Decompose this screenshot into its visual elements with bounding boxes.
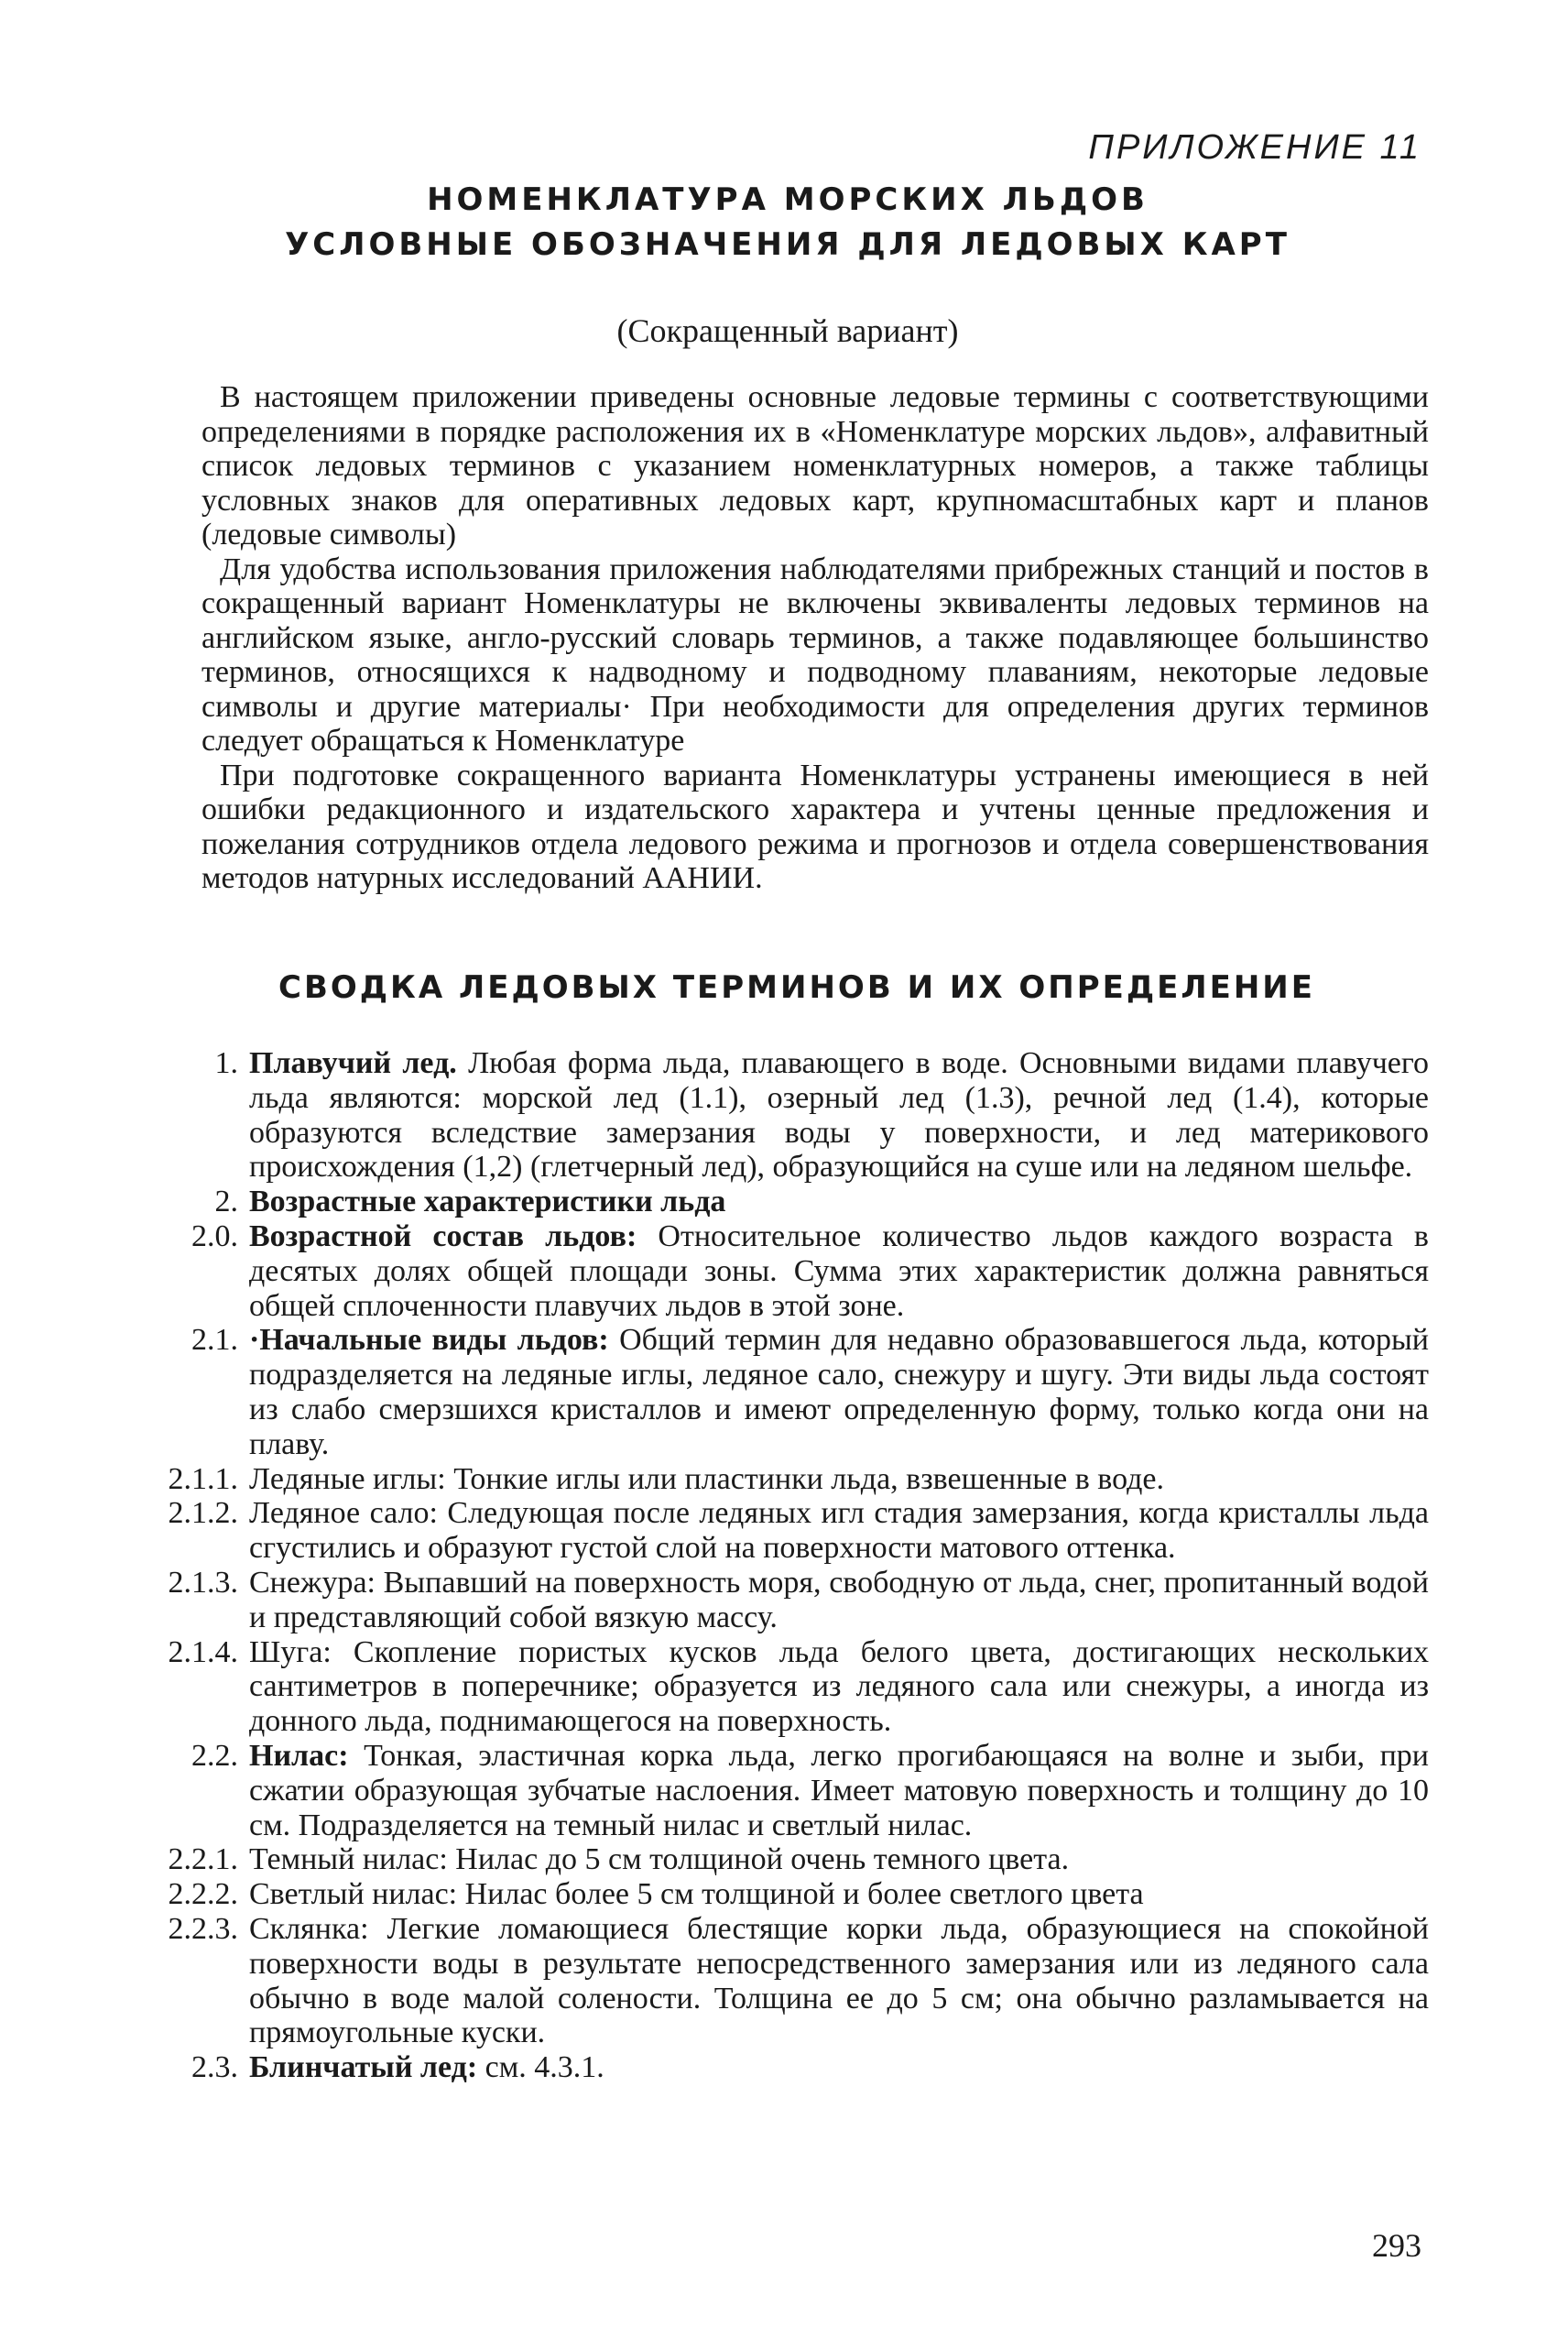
term-body: [249, 1496, 1429, 1566]
intro-section: [201, 380, 1429, 896]
term-body: [249, 1739, 1429, 1842]
terms-list: [147, 1046, 1429, 2085]
term-number: 1.: [214, 1046, 238, 1080]
term-entry: [147, 1566, 1429, 1635]
section-title: СВОДКА ЛЕДОВЫХ ТЕРМИНОВ И ИХ ОПРЕДЕЛЕНИЕ: [278, 969, 1315, 1006]
intro-paragraph: Для удобства использования приложения наблюдателями прибрежных станций и постов в сокращенный вариант Номенклатуры не включены эквиваленты ледовых терминов на английском языке, англо-русский словарь терминов, а также подавляющее большинство терминов, относящихся к надводному и подводному плаваниям, некоторые ледовые символы и другие материалы· При необходимости для определения других терминов следует обращаться к Номенклатуре: [201, 552, 1429, 758]
term-number: 2.2.1.: [168, 1842, 238, 1877]
term-number: 2.1.1.: [168, 1461, 238, 1496]
term-name: Плавучий лед.: [249, 1046, 457, 1080]
term-number: 2.1.3.: [168, 1565, 238, 1600]
intro-paragraph: При подготовке сокращенного варианта Номенклатуры устранены имеющиеся в ней ошибки редакционного и издательского характера и учтены ценные предложения и пожелания сотрудников отдела ледового режима и прогнозов и отдела совершенствования методов натурных исследований ААНИИ.: [201, 758, 1429, 895]
appendix-label: ПРИЛОЖЕНИЕ 11: [1088, 128, 1421, 167]
document-title-line-1: НОМЕНКЛАТУРА МОРСКИХ ЛЬДОВ: [427, 181, 1149, 218]
term-name: Возрастной состав льдов:: [249, 1218, 637, 1253]
term-entry: [147, 1635, 1429, 1739]
term-entry: [147, 1842, 1429, 1877]
term-number: 2.2.: [191, 1738, 238, 1773]
term-body: [249, 1219, 1429, 1323]
term-number: 2.1.4.: [168, 1634, 238, 1669]
term-number: 2.: [214, 1185, 238, 1219]
term-entry: [147, 1046, 1429, 1185]
document-subtitle: (Сокращенный вариант): [616, 312, 959, 349]
term-body: [249, 1566, 1429, 1635]
term-definition: Относительное количество льдов каждого возраста в десятых долях общей площади зоны. Сумма этих характеристик должна равняться общей сплоченности плавучих льдов в этой зоне.: [249, 1218, 1429, 1323]
term-entry: [147, 1462, 1429, 1497]
term-entry: [147, 1185, 1429, 1219]
term-entry: [147, 1219, 1429, 1323]
term-body: [249, 1635, 1429, 1739]
term-entry: [147, 1323, 1429, 1461]
term-definition: Светлый нилас: Нилас более 5 см толщиной и более светлого цвета: [249, 1877, 1144, 1912]
term-definition: Любая форма льда, плавающего в воде. Основными видами плавучего льда являются: морской лед (1.1), озерный лед (1.3), речной лед (1.4), которые образуются вследствие замерзания воды у поверхности, и лед материкового происхождения (1,2) (глетчерный лед), образующийся на суше или на ледяном шельфе.: [249, 1046, 1429, 1185]
term-definition: Темный нилас: Нилас до 5 см толщиной очень темного цвета.: [249, 1842, 1070, 1877]
term-number: 2.3.: [191, 2050, 238, 2085]
term-body: [249, 1842, 1429, 1877]
term-definition: Тонкая, эластичная корка льда, легко прогибающаяся на волне и зыби, при сжатии образующая зубчатые наслоения. Имеет матовую поверхность и толщину до 10 см. Подразделяется на темный нилас и светлый нилас.: [249, 1738, 1429, 1842]
term-definition: Склянка: Легкие ломающиеся блестящие корки льда, образующиеся на спокойной поверхности воды в результате непосредственного замерзания или из ледяного сала обычно в воде малой солености. Толщина ее до 5 см; она обычно разламывается на прямоугольные куски.: [249, 1911, 1429, 2050]
term-name: Нилас:: [249, 1738, 349, 1773]
term-body: [249, 1912, 1429, 2050]
term-entry: [147, 1877, 1429, 1912]
term-entry: [147, 2050, 1429, 2085]
term-number: 2.1.2.: [168, 1496, 238, 1531]
term-body: [249, 2050, 1429, 2085]
term-definition: Ледяные иглы: Тонкие иглы или пластинки льда, взвешенные в воде.: [249, 1461, 1164, 1496]
term-definition: Шуга: Скопление пористых кусков льда белого цвета, достигающих нескольких сантиметров в поперечнике; образуется из ледяного сала или снежуры, а иногда из донного льда, поднимающегося на поверхность.: [249, 1634, 1429, 1739]
term-name: Блинчатый лед:: [249, 2050, 478, 2085]
term-number: 2.1.: [191, 1323, 238, 1358]
term-entry: [147, 1739, 1429, 1842]
term-name: Возрастные характеристики льда: [249, 1185, 726, 1219]
term-body: [249, 1046, 1429, 1185]
term-body: [249, 1877, 1429, 1912]
document-title-line-2: УСЛОВНЫЕ ОБОЗНАЧЕНИЯ ДЛЯ ЛЕДОВЫХ КАРТ: [285, 226, 1290, 263]
intro-paragraph: В настоящем приложении приведены основные ледовые термины с соответствующими определениями в порядке расположения их в «Номенклатуре морских льдов», алфавитный список ледовых терминов с указанием номенклатурных номеров, а также таблицы условных знаков для оперативных ледовых карт, крупномасштабных карт и планов (ледовые символы): [201, 380, 1429, 552]
term-body: [249, 1462, 1429, 1497]
term-definition: Общий термин для недавно образовавшегося льда, который подразделяется на ледяные иглы, ледяное сало, снежуру и шугу. Эти виды льда состоят из слабо смерзшихся кристаллов и имеют определенную форму, только когда они на плаву.: [249, 1323, 1430, 1461]
term-entry: [147, 1912, 1429, 2050]
term-number: 2.2.2.: [168, 1877, 238, 1912]
term-number: 2.0.: [191, 1218, 238, 1253]
term-body: [249, 1185, 1429, 1219]
term-entry: [147, 1496, 1429, 1566]
term-definition: Ледяное сало: Следующая после ледяных игл стадия замерзания, когда кристаллы льда сгустились и образуют густой слой на поверхности матового оттенка.: [249, 1496, 1429, 1566]
term-body: [249, 1323, 1429, 1461]
page-number: 293: [1372, 2227, 1421, 2264]
term-number: 2.2.3.: [168, 1911, 238, 1946]
term-name: ·Начальные виды льдов:: [249, 1323, 609, 1358]
term-definition: Снежура: Выпавший на поверхность моря, свободную от льда, снег, пропитанный водой и представляющий собой вязкую массу.: [249, 1565, 1429, 1634]
term-definition: см. 4.3.1.: [477, 2050, 604, 2085]
